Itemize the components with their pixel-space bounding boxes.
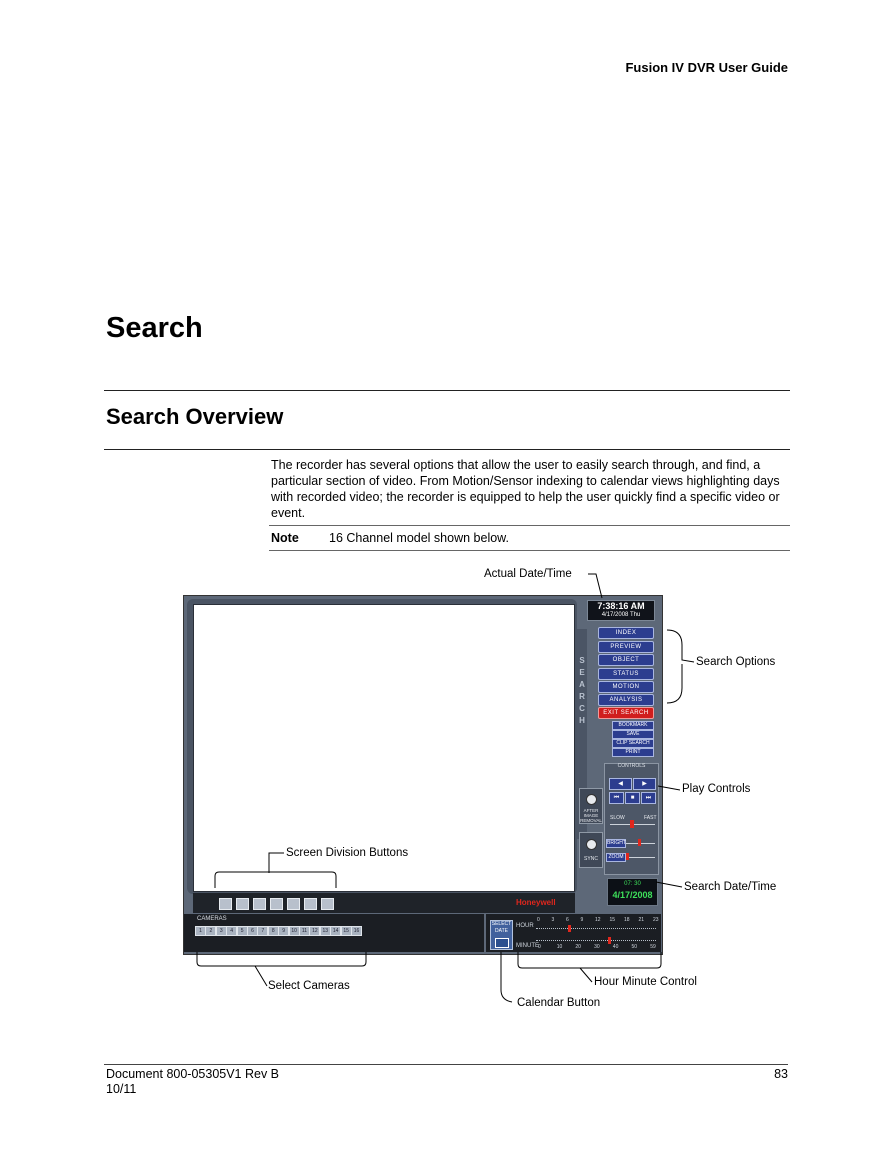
page-title: Search bbox=[106, 312, 203, 344]
leader-hour-minute bbox=[580, 968, 592, 982]
current-date: 4/17/2008 Thu bbox=[601, 612, 641, 618]
controls-title: CONTROLS bbox=[617, 763, 646, 769]
status-button[interactable]: STATUS bbox=[598, 668, 654, 680]
minute-tick-label: 59 bbox=[650, 944, 656, 950]
bracket-select-cameras bbox=[197, 952, 366, 966]
reverse-play-button[interactable]: ◀ bbox=[609, 778, 632, 790]
minute-tick-label: 10 bbox=[556, 944, 563, 950]
camera-6-button[interactable]: 6 bbox=[247, 926, 258, 936]
leader-play-controls bbox=[658, 786, 680, 790]
motion-button[interactable]: MOTION bbox=[598, 681, 654, 693]
callout-select-cameras: Select Cameras bbox=[268, 980, 350, 992]
running-header: Fusion IV DVR User Guide bbox=[625, 60, 788, 75]
hour-tick-label: 21 bbox=[638, 917, 645, 923]
play-button[interactable]: ▶ bbox=[633, 778, 656, 790]
bracket-hour-minute bbox=[518, 952, 661, 968]
index-button[interactable]: INDEX bbox=[598, 627, 654, 639]
camera-12-button[interactable]: 12 bbox=[309, 926, 320, 936]
note-label: Note bbox=[271, 531, 299, 545]
skip-forward-button[interactable]: ⏭ bbox=[641, 792, 656, 804]
page-number: 83 bbox=[774, 1067, 788, 1081]
camera-4-button[interactable]: 4 bbox=[226, 926, 237, 936]
hour-tick-label: 0 bbox=[537, 917, 540, 923]
callout-search-date-time: Search Date/Time bbox=[684, 881, 777, 893]
print-button[interactable]: PRINT bbox=[612, 748, 654, 757]
bracket-search-options bbox=[667, 630, 694, 703]
clip-search-button[interactable]: CLIP SEARCH bbox=[612, 739, 654, 748]
camera-14-button[interactable]: 14 bbox=[330, 926, 341, 936]
hour-tick-label: 23 bbox=[653, 917, 659, 923]
minute-tick-label: 30 bbox=[594, 944, 600, 950]
camera-3-button[interactable]: 3 bbox=[216, 926, 227, 936]
callout-hour-minute-control: Hour Minute Control bbox=[594, 976, 697, 988]
camera-8-button[interactable]: 8 bbox=[268, 926, 279, 936]
hour-tick-label: 3 bbox=[551, 917, 555, 923]
note-text: 16 Channel model shown below. bbox=[329, 531, 509, 545]
camera-9-button[interactable]: 9 bbox=[278, 926, 289, 936]
bright-button[interactable]: BRIGHT bbox=[607, 840, 626, 846]
callout-actual-date-time: Actual Date/Time bbox=[484, 568, 572, 580]
minute-tick-label: 50 bbox=[631, 944, 638, 950]
footer-left bbox=[106, 1067, 279, 1097]
fast-label: FAST bbox=[644, 815, 657, 821]
leader-actual-date-time bbox=[588, 574, 602, 598]
current-time: 7:38:16 AM bbox=[597, 601, 645, 611]
camera-15-button[interactable]: 15 bbox=[341, 926, 352, 936]
search-time: 07: 30 bbox=[624, 881, 641, 887]
leader-calendar-button bbox=[501, 952, 512, 1002]
sync-label: SYNC bbox=[584, 856, 598, 862]
camera-1-button[interactable]: 1 bbox=[195, 926, 206, 936]
camera-16-button[interactable]: 16 bbox=[351, 926, 362, 936]
document-id: Document 800-05305V1 Rev B bbox=[106, 1067, 280, 1081]
skip-back-button[interactable]: ⏮ bbox=[609, 792, 624, 804]
camera-13-button[interactable]: 13 bbox=[320, 926, 331, 936]
save-button[interactable]: SAVE bbox=[612, 730, 654, 739]
hour-tick-label: 9 bbox=[580, 917, 584, 923]
minute-label: MINUTE bbox=[516, 943, 539, 949]
section-title: Search Overview bbox=[106, 404, 284, 429]
leader-screen-division bbox=[269, 853, 284, 873]
camera-11-button[interactable]: 11 bbox=[299, 926, 310, 936]
minute-tick-label: 20 bbox=[575, 944, 581, 950]
callout-calendar-button: Calendar Button bbox=[517, 997, 601, 1009]
hour-label: HOUR bbox=[516, 923, 534, 929]
minute-tick-label: 40 bbox=[612, 944, 619, 950]
zoom-button[interactable]: ZOOM bbox=[606, 853, 626, 862]
callout-play-controls: Play Controls bbox=[682, 783, 751, 795]
leader-search-date-time bbox=[656, 882, 682, 887]
after-image-label: AFTER IMAGE REMOVAL bbox=[580, 808, 602, 823]
camera-10-button[interactable]: 10 bbox=[289, 926, 300, 936]
camera-5-button[interactable]: 5 bbox=[237, 926, 248, 936]
bracket-screen-division bbox=[215, 872, 336, 888]
camera-7-button[interactable]: 7 bbox=[257, 926, 268, 936]
slow-label: SLOW bbox=[610, 815, 625, 821]
leader-select-cameras bbox=[255, 966, 267, 986]
callout-screen-division-buttons: Screen Division Buttons bbox=[286, 847, 409, 859]
hour-tick-label: 12 bbox=[595, 917, 601, 923]
bookmark-button[interactable]: BOOKMARK bbox=[612, 721, 654, 730]
document-date: 10/11 bbox=[106, 1082, 137, 1096]
camera-2-button[interactable]: 2 bbox=[205, 926, 216, 936]
minute-tick-label: 0 bbox=[538, 944, 541, 950]
honeywell-logo: Honeywell bbox=[516, 898, 556, 907]
callout-search-options: Search Options bbox=[696, 656, 776, 668]
intro-paragraph: The recorder has several options that allow the user to easily search through, and find, a particular section of video. From Motion/Sensor indexing to calendar views highlighting days with recorded video; the recorder is equipped to help the user quickly find a specific video or event. bbox=[271, 458, 780, 520]
stop-button[interactable]: ■ bbox=[625, 792, 640, 804]
hour-tick-label: 15 bbox=[609, 917, 616, 923]
exit-search-button[interactable]: EXIT SEARCH bbox=[598, 707, 654, 719]
search-vertical-label: S E A R C H bbox=[579, 656, 585, 725]
hour-tick-label: 18 bbox=[624, 917, 630, 923]
object-button[interactable]: OBJECT bbox=[598, 654, 654, 666]
cameras-label: CAMERAS bbox=[197, 916, 227, 922]
footer-divider bbox=[104, 1064, 788, 1065]
hour-tick-label: 6 bbox=[566, 917, 569, 923]
search-date: 4/17/2008 bbox=[612, 890, 653, 900]
select-date-label: SELECT DATE bbox=[491, 921, 512, 934]
analysis-button[interactable]: ANALYSIS bbox=[598, 694, 654, 706]
preview-button[interactable]: PREVIEW bbox=[598, 641, 654, 653]
